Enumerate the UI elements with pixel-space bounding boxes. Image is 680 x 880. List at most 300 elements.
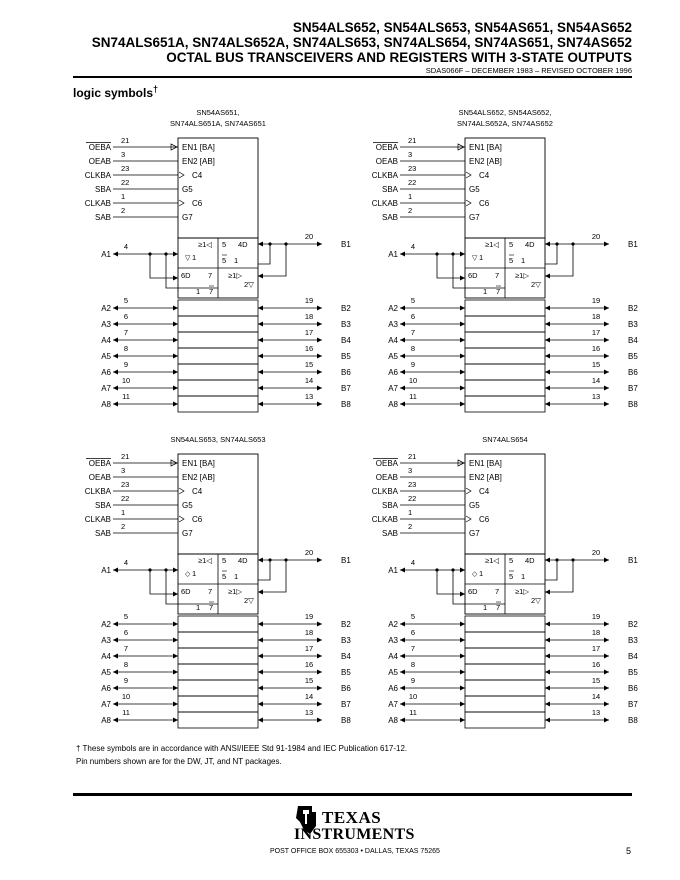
cell-upper-not5: 5 [509,572,514,581]
pin-label-b4: B4 [628,652,638,661]
cell-lower-not7: 7 [496,287,501,296]
arrow-right [173,568,178,573]
arrow-left [545,370,550,375]
arrow-right [604,386,609,391]
arrow-right [460,654,465,659]
pin-number-b8: 13 [304,392,314,401]
control-label: G5 [182,501,193,510]
bit-cell [465,648,545,664]
pin-label-b5: B5 [628,668,638,677]
clock-indicator-icon [466,488,471,494]
arrow-right [604,558,609,563]
pin-label-a3: A3 [101,636,111,645]
cell-a-output-marker: ▽ [185,255,191,262]
control-label: G5 [469,501,480,510]
arrow-right [460,638,465,643]
arrow-left [400,654,405,659]
cell-lower-not7: 7 [209,287,214,296]
control-signal-sba: SBA [94,501,111,510]
bit-cell [465,380,545,396]
control-label: C4 [192,487,203,496]
cell-lower-seven: 7 [208,271,213,280]
arrow-left [400,306,405,311]
arrow-left [113,322,118,327]
arrow-right [317,638,322,643]
pin-label-a6: A6 [101,368,111,377]
control-pin: 23 [121,164,130,173]
control-signal-oeba: OEBA [88,143,111,152]
cell-lower-seven: 7 [495,271,500,280]
arrow-left [400,638,405,643]
bit-cell [178,680,258,696]
arrow-left [113,638,118,643]
ti-logo-texas: TEXAS [322,808,382,827]
arrow-left [400,702,405,707]
a1-feedback [150,254,178,278]
pin-number-a3: 6 [410,628,416,637]
pin-number-a5: 8 [410,660,416,669]
cell-upper-five: 5 [222,240,227,249]
control-label: C6 [192,515,203,524]
arrow-right [460,686,465,691]
bit-cell [178,348,258,364]
arrow-right [604,402,609,407]
control-pin: 21 [121,136,130,145]
cell-lower-sym: ≥1▷ [515,587,530,596]
arrow-right [317,242,322,247]
arrow-left [545,274,550,279]
arrow-right [173,402,178,407]
cell-upper-one: 1 [234,256,239,265]
control-pin: 23 [408,480,417,489]
pin-label-a2: A2 [388,620,398,629]
cell-upper-out: 1 [479,569,484,578]
control-pin: 1 [408,192,413,201]
arrow-right [460,402,465,407]
control-label: EN1 [BA] [469,143,502,152]
pin-label-b3: B3 [628,320,638,329]
arrow-right [460,354,465,359]
arrow-left [258,274,263,279]
cell-lower-one: 1 [483,603,488,612]
control-signal-oeba: OEBA [375,459,398,468]
pin-number-b1: 20 [304,232,314,241]
control-label: EN1 [BA] [469,459,502,468]
diagram-title-line-2: SN74ALS651A, SN74AS651 [170,119,266,128]
pin-number-a4: 7 [123,644,129,653]
control-label: EN2 [AB] [469,157,502,166]
arrow-left [113,402,118,407]
pin-label-a2: A2 [101,304,111,313]
bit-cell [465,696,545,712]
clock-indicator-icon [179,172,184,178]
logic-symbol-4 [372,435,639,728]
arrow-left [113,252,118,257]
arrow-right [604,338,609,343]
arrow-left [400,354,405,359]
clock-indicator-icon [466,516,471,522]
arrow-left [258,306,263,311]
clock-indicator-icon [466,200,471,206]
cell-upper-one: 1 [234,572,239,581]
pin-number-b1: 20 [591,232,601,241]
control-pin: 2 [121,522,126,531]
pin-number-b7: 14 [591,376,601,385]
arrow-right [460,386,465,391]
cell-upper-out: 1 [479,253,484,262]
arrow-right [460,702,465,707]
control-label: C6 [192,199,203,208]
control-signal-oeba: OEBA [375,143,398,152]
arrow-right [317,702,322,707]
arrow-left [258,622,263,627]
control-signal-sab: SAB [381,213,398,222]
arrow-left [545,386,550,391]
arrow-left [545,718,550,723]
arrow-left [545,338,550,343]
pin-label-b7: B7 [628,384,638,393]
arrow-left [545,558,550,563]
diagram-title-line-2: SN54ALS653, SN74ALS653 [170,435,266,444]
arrow-left [258,402,263,407]
pin-number-a7: 10 [408,376,418,385]
arrow-left [258,686,263,691]
pin-label-a5: A5 [388,668,398,677]
arrow-right [173,592,178,597]
cell-a-output-marker: ◇ [185,571,191,578]
arrow-right [460,322,465,327]
cell-lower-d: 6D [181,271,191,280]
b1-feedback-2 [545,560,557,580]
pin-number-a3: 6 [123,628,129,637]
pin-number-a5: 8 [410,344,416,353]
pin-label-b6: B6 [628,368,638,377]
cell-lower-sym: ≥1▷ [228,587,243,596]
pin-label-a3: A3 [388,320,398,329]
arrow-right [173,322,178,327]
pin-label-a6: A6 [388,368,398,377]
arrow-right [460,306,465,311]
pin-number-b2: 19 [304,296,314,305]
pin-number-a2: 5 [123,612,129,621]
arrow-left [113,354,118,359]
arrow-left [400,670,405,675]
pin-number-b3: 18 [591,312,601,321]
control-label: C6 [479,199,490,208]
footnote-text-1: These symbols are in accordance with ANSI/IEEE Std 91-1984 and IEC Publication 617-12. [82,744,408,753]
b1-feedback [258,560,286,592]
pin-number-a2: 5 [123,296,129,305]
bit-cell [178,316,258,332]
cell-lower-seven: 7 [495,587,500,596]
pin-number-a2: 5 [410,612,416,621]
arrow-left [400,370,405,375]
cell-lower-sym: ≥1▷ [515,271,530,280]
control-label: EN2 [AB] [469,473,502,482]
arrow-right [317,670,322,675]
control-pin: 3 [408,466,413,475]
cell-lower-d: 6D [468,271,478,280]
b1-feedback-2 [258,244,270,264]
arrow-right [317,402,322,407]
control-signal-clkab: CLKAB [84,515,111,524]
arrow-left [113,686,118,691]
pin-label-b7: B7 [341,700,351,709]
pin-label-b2: B2 [628,620,638,629]
arrow-left [545,322,550,327]
diagram-title-line-2: SN74ALS652A, SN74AS652 [457,119,553,128]
pin-label-b1: B1 [341,240,351,249]
footnote-line-2: Pin numbers shown are for the DW, JT, and NT packages. [76,757,282,766]
pin-number-b5: 16 [304,344,314,353]
diagram-title-line-1: SN54AS651, [196,108,240,117]
b1-feedback [545,244,573,276]
control-label: C4 [192,171,203,180]
header-doc-info: SDAS066F – DECEMBER 1983 – REVISED OCTOBER 1996 [425,66,632,75]
pin-number-a5: 8 [123,344,129,353]
b1-feedback-2 [545,244,557,264]
cell-lower-sym: ≥1▷ [228,271,243,280]
bit-cell [178,364,258,380]
pin-label-a6: A6 [101,684,111,693]
pin-number-a4: 7 [410,328,416,337]
pin-number-a1: 4 [123,558,129,567]
pin-number-a8: 11 [409,708,417,717]
bit-cell [178,396,258,412]
cell-upper-d: 4D [238,240,248,249]
control-label: C4 [479,171,490,180]
pin-number-a8: 11 [122,708,130,717]
control-pin: 22 [408,494,417,503]
pin-label-b8: B8 [341,400,351,409]
cell-upper-five: 5 [509,556,514,565]
arrow-right [460,370,465,375]
pin-number-b4: 17 [591,644,601,653]
pin-label-a1: A1 [388,566,398,575]
pin-label-a3: A3 [388,636,398,645]
control-signal-sab: SAB [94,529,111,538]
arrow-right [460,718,465,723]
pin-number-b3: 18 [304,628,314,637]
pin-label-a5: A5 [101,352,111,361]
bit-cell [465,712,545,728]
logic-symbol-3 [85,435,352,728]
footer-address: POST OFFICE BOX 655303 • DALLAS, TEXAS 75265 [270,848,440,855]
pin-number-b4: 17 [304,328,314,337]
pin-number-a6: 9 [123,360,129,369]
control-pin: 22 [121,178,130,187]
cell-upper-sym: ≥1◁ [485,556,500,565]
arrow-right [317,622,322,627]
arrow-right [173,702,178,707]
cell-a-output-marker: ▽ [472,255,478,262]
arrow-left [545,306,550,311]
arrow-left [400,686,405,691]
pin-number-a3: 6 [123,312,129,321]
bit-cell [465,348,545,364]
clock-indicator-icon [179,516,184,522]
arrow-left [545,402,550,407]
header-part-numbers-1: SN54ALS652, SN54ALS653, SN54AS651, SN54AS652 [292,20,632,35]
cell-lower-d: 6D [181,587,191,596]
bit-cell [465,316,545,332]
pin-label-a8: A8 [388,400,398,409]
arrow-right [604,638,609,643]
pin-label-a4: A4 [101,652,111,661]
cell-upper-out: 1 [192,253,197,262]
arrow-left [545,686,550,691]
pin-number-b7: 14 [304,376,314,385]
control-pin: 3 [121,466,126,475]
pin-number-b6: 15 [304,676,314,685]
control-signal-clkba: CLKBA [84,487,111,496]
arrow-right [604,686,609,691]
control-pin: 1 [408,508,413,517]
cell-a-output-marker: ◇ [472,571,478,578]
pin-number-a4: 7 [410,644,416,653]
control-label: EN2 [AB] [182,157,215,166]
arrow-right [460,252,465,257]
control-signal-sab: SAB [94,213,111,222]
arrow-right [173,386,178,391]
control-pin: 22 [408,178,417,187]
pin-label-b6: B6 [341,368,351,377]
arrow-left [258,354,263,359]
cell-lower-out: 2▽ [244,280,254,289]
pin-label-b3: B3 [341,320,351,329]
pin-number-b1: 20 [304,548,314,557]
diagram-title-line-1: SN54ALS652, SN54AS652, [458,108,552,117]
pin-number-b4: 17 [304,644,314,653]
cell-upper-d: 4D [525,556,535,565]
pin-number-b4: 17 [591,328,601,337]
control-pin: 23 [121,480,130,489]
clock-indicator-icon [466,172,471,178]
bit-cell [178,300,258,316]
pin-number-a1: 4 [410,558,416,567]
pin-label-b6: B6 [628,684,638,693]
pin-label-b8: B8 [628,716,638,725]
arrow-right [604,306,609,311]
control-signal-clkab: CLKAB [371,515,398,524]
pin-number-a6: 9 [410,360,416,369]
control-signal-oeba: OEBA [88,459,111,468]
arrow-left [113,622,118,627]
arrow-right [173,338,178,343]
pin-number-b5: 16 [304,660,314,669]
pin-label-a7: A7 [101,700,111,709]
arrow-right [317,322,322,327]
arrow-right [173,370,178,375]
pin-number-a1: 4 [123,242,129,251]
control-signal-oeab: OEAB [375,473,398,482]
arrow-right [317,654,322,659]
cell-upper-one: 1 [521,256,526,265]
cell-upper-not5: 5 [222,572,227,581]
b1-feedback [545,560,573,592]
arrow-left [258,558,263,563]
pin-number-b7: 14 [591,692,601,701]
control-label: EN1 [BA] [182,143,215,152]
bit-cell [465,364,545,380]
pin-number-a1: 4 [410,242,416,251]
arrow-right [317,370,322,375]
pin-label-a8: A8 [101,716,111,725]
arrow-left [400,622,405,627]
arrow-right [460,622,465,627]
arrow-right [317,686,322,691]
arrow-left [113,306,118,311]
control-signal-oeab: OEAB [88,157,111,166]
control-pin: 1 [121,508,126,517]
control-pin: 23 [408,164,417,173]
arrow-left [400,568,405,573]
pin-number-a7: 10 [121,692,131,701]
control-label: C4 [479,487,490,496]
pin-number-b7: 14 [304,692,314,701]
arrow-right [173,252,178,257]
arrow-left [545,638,550,643]
cell-upper-d: 4D [238,556,248,565]
arrow-left [113,718,118,723]
arrow-left [545,702,550,707]
pin-label-b1: B1 [628,240,638,249]
pin-label-b2: B2 [341,304,351,313]
bit-cell [178,712,258,728]
pin-number-b6: 15 [591,676,601,685]
arrow-right [604,622,609,627]
pin-label-a2: A2 [101,620,111,629]
arrow-right [317,386,322,391]
pin-label-b3: B3 [628,636,638,645]
control-signal-clkab: CLKAB [371,199,398,208]
control-label: C6 [479,515,490,524]
arrow-left [258,702,263,707]
pin-label-b2: B2 [341,620,351,629]
cell-lower-out: 2▽ [531,280,541,289]
arrow-right [317,354,322,359]
pin-number-b8: 13 [591,708,601,717]
clock-indicator-icon [179,200,184,206]
control-label: EN1 [BA] [182,459,215,468]
arrow-left [545,622,550,627]
pin-label-a2: A2 [388,304,398,313]
header-part-numbers-2: SN74ALS651A, SN74ALS652A, SN74ALS653, SN74ALS654, SN74AS651, SN74AS652 [91,35,632,50]
arrow-left [400,338,405,343]
a1-feedback [437,254,465,278]
arrow-right [460,670,465,675]
control-signal-sab: SAB [381,529,398,538]
arrow-right [173,622,178,627]
bit-cell [178,332,258,348]
cell-upper-five: 5 [222,556,227,565]
control-pin: 21 [408,452,417,461]
pin-number-a4: 7 [123,328,129,337]
arrow-left [258,638,263,643]
b1-feedback [258,244,286,276]
footer-rule [73,793,632,796]
pin-label-b4: B4 [341,652,351,661]
cell-upper-out: 1 [192,569,197,578]
bit-cell [465,396,545,412]
pin-label-a5: A5 [101,668,111,677]
arrow-right [173,686,178,691]
bit-cell [465,664,545,680]
pin-label-a7: A7 [388,384,398,393]
control-signal-oeab: OEAB [375,157,398,166]
control-pin: 2 [408,522,413,531]
pin-number-a8: 11 [409,392,417,401]
